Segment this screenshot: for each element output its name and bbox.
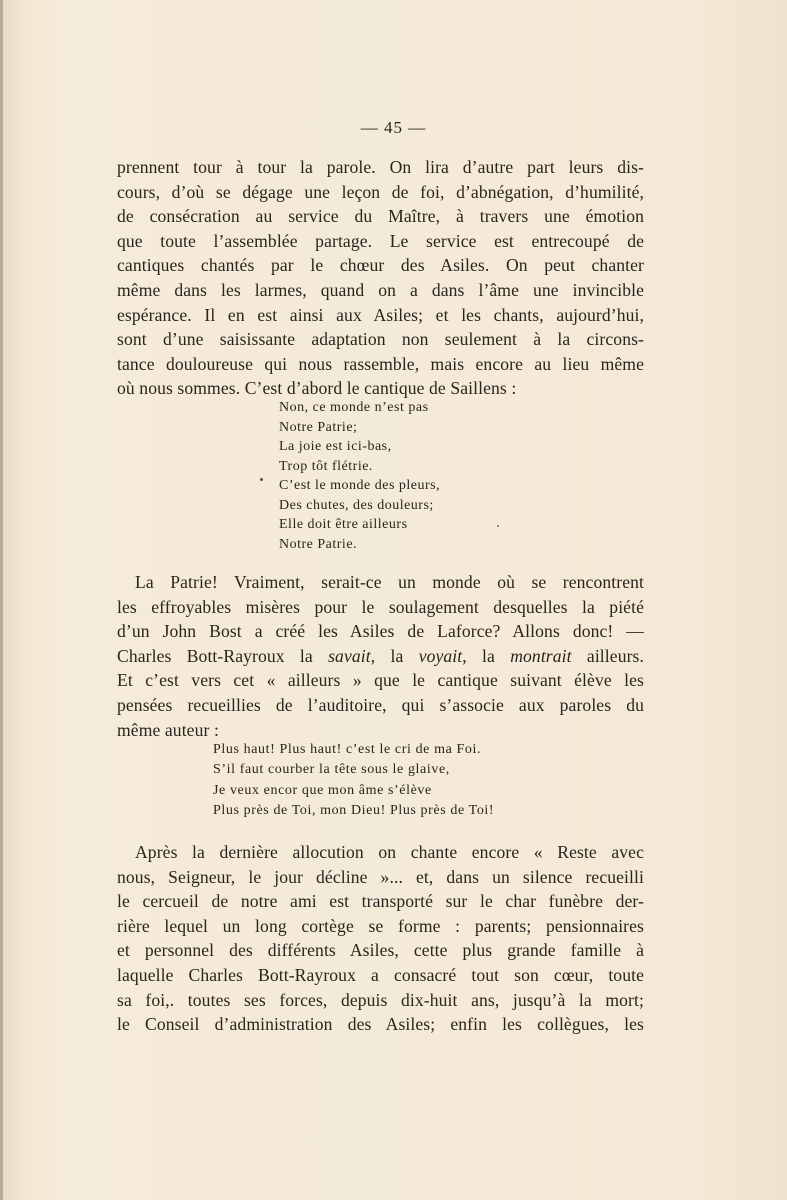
page-number: — 45 — bbox=[360, 118, 427, 137]
verse-line: Des chutes, des douleurs; bbox=[279, 497, 434, 513]
text-line: où nous sommes. C’est d’abord le cantique de Saillens : bbox=[117, 378, 517, 399]
text-line: sa foi,. toutes ses forces, depuis dix-huit ans, jusqu’à la mort; bbox=[117, 989, 644, 1010]
verse-line: C’est le monde des pleurs, bbox=[279, 478, 441, 493]
verse-line: Notre Patrie; bbox=[279, 419, 358, 435]
italic-word-savait: savait bbox=[328, 645, 371, 666]
text-line: le cercueil de notre ami est transporté sur le char funèbre der- bbox=[117, 891, 644, 912]
italic-word-voyait: voyait bbox=[418, 645, 463, 666]
text-line: et personnel des différents Asiles, cette plus grande famille à bbox=[117, 940, 644, 961]
text-line: cantiques chantés par le chœur des Asiles. On peut chanter bbox=[117, 255, 644, 276]
text-run: , la bbox=[462, 645, 511, 666]
text-line: pensées recueillies de l’auditoire, qui s’associe aux paroles du bbox=[117, 694, 644, 715]
page-edge-shadow bbox=[0, 0, 3, 1200]
text-line: Après la dernière allocution on chante encore « Reste avec bbox=[135, 842, 644, 862]
text-line: nous, Seigneur, le jour décline »... et, dans un silence recueilli bbox=[117, 866, 644, 887]
verse-line: Trop tôt flétrie. bbox=[279, 458, 373, 474]
text-run: ailleurs. bbox=[571, 645, 644, 666]
text-line: que toute l’assemblée partage. Le service est entrecoupé de bbox=[117, 230, 644, 251]
text-run: Charles Bott-Rayroux la bbox=[117, 645, 329, 666]
verse-line: Non, ce monde n’est pas bbox=[279, 400, 429, 415]
print-speck bbox=[260, 478, 263, 481]
paragraph-1 bbox=[117, 155, 644, 401]
text-line: rière lequel un long cortège se forme : parents; pensionnaires bbox=[117, 915, 644, 936]
hymn-verse-plus-haut bbox=[213, 740, 494, 821]
hymn-verse-saillens bbox=[279, 398, 440, 554]
text-line: espérance. Il en est ainsi aux Asiles; et les chants, aujourd’hui, bbox=[117, 304, 644, 325]
verse-line: Je veux encor que mon âme s’élève bbox=[213, 782, 432, 798]
verse-line: S’il faut courber la tête sous le glaive, bbox=[213, 762, 450, 778]
text-line: de consécration au service du Maître, à travers une émotion bbox=[117, 206, 644, 227]
text-line: d’un John Bost a créé les Asiles de Laforce? Allons donc! — bbox=[117, 621, 644, 642]
text-line: même dans les larmes, quand on a dans l’âme une invincible bbox=[117, 279, 644, 300]
text-line: Et c’est vers cet « ailleurs » que le cantique suivant élève les bbox=[117, 670, 644, 691]
verse-line: Plus près de Toi, mon Dieu! Plus près de Toi! bbox=[213, 802, 495, 818]
text-run: , la bbox=[370, 645, 419, 666]
text-line: cours, d’où se dégage une leçon de foi, d’abnégation, d’humilité, bbox=[117, 181, 644, 202]
print-speck bbox=[497, 525, 499, 527]
verse-line: La joie est ici-bas, bbox=[279, 439, 392, 454]
paragraph-3 bbox=[117, 840, 644, 1037]
text-line: le Conseil d’administration des Asiles; enfin les collègues, les bbox=[117, 1014, 644, 1035]
verse-line: Elle doit être ailleurs bbox=[279, 517, 408, 532]
verse-line: Notre Patrie. bbox=[279, 536, 358, 552]
text-line: La Patrie! Vraiment, serait-ce un monde où se rencontrent bbox=[135, 572, 644, 592]
text-line: même auteur : bbox=[117, 719, 219, 740]
text-line: sont d’une saisissante adaptation non seulement à la circons- bbox=[117, 329, 644, 350]
text-line: prennent tour à tour la parole. On lira d’autre part leurs dis- bbox=[117, 157, 644, 177]
paragraph-2 bbox=[117, 570, 644, 742]
italic-word-montrait: montrait bbox=[510, 645, 572, 666]
text-line-with-italics bbox=[117, 644, 644, 669]
text-line: les effroyables misères pour le soulagement desquelles la piété bbox=[117, 596, 644, 617]
verse-line: Plus haut! Plus haut! c’est le cri de ma Foi. bbox=[213, 742, 482, 757]
text-line: laquelle Charles Bott-Rayroux a consacré tout son cœur, toute bbox=[117, 964, 644, 985]
text-line: tance douloureuse qui nous rassemble, mais encore au lieu même bbox=[117, 353, 644, 374]
